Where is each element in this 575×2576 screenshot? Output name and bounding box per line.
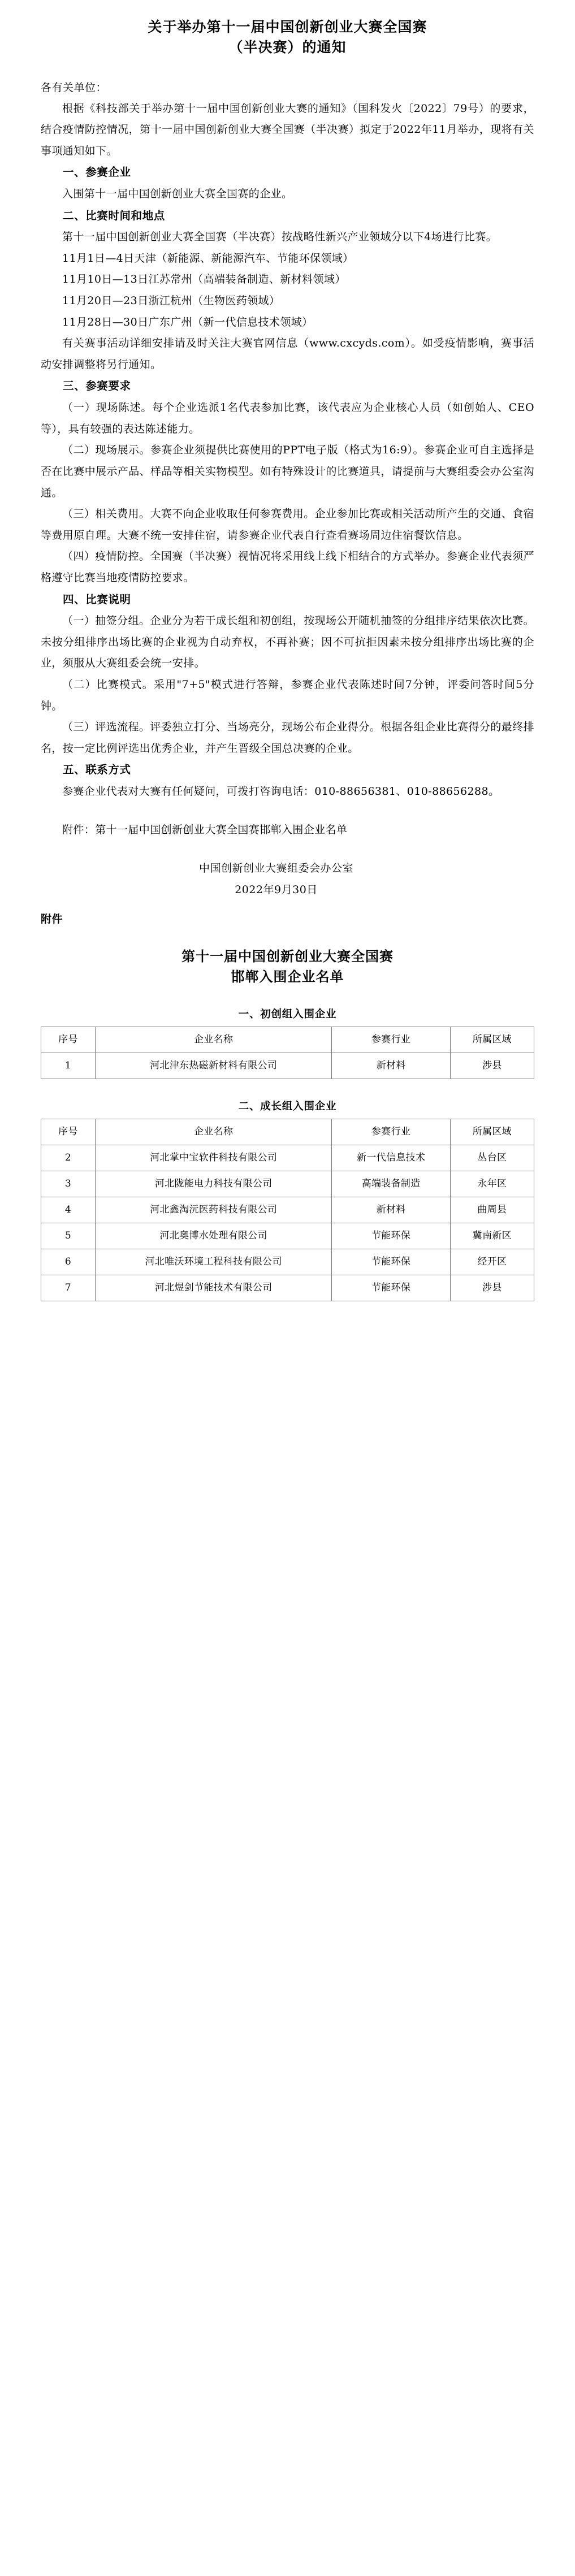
document-title-line-2: （半决赛）的通知 bbox=[228, 39, 347, 56]
cell-region: 永年区 bbox=[450, 1171, 534, 1197]
attachment-title bbox=[41, 946, 534, 987]
cell-name: 河北掌中宝软件科技有限公司 bbox=[95, 1145, 332, 1171]
cell-industry: 新一代信息技术 bbox=[332, 1145, 450, 1171]
table-row bbox=[41, 1171, 534, 1197]
table-row bbox=[41, 1275, 534, 1301]
section-1-paragraph-1: 入围第十一届中国创新创业大赛全国赛的企业。 bbox=[62, 187, 293, 200]
cell-name: 河北煜剑节能技术有限公司 bbox=[95, 1275, 332, 1301]
cell-industry: 节能环保 bbox=[332, 1249, 450, 1275]
column-header-region: 所属区域 bbox=[450, 1119, 534, 1145]
attachment-label: 附件 bbox=[41, 913, 63, 926]
section-3-paragraph-4: （四）疫情防控。全国赛（半决赛）视情况将采用线上线下相结合的方式举办。参赛企业代表须严格遵守比赛当地疫情防控要求。 bbox=[41, 550, 534, 584]
section-3-paragraph-2: （二）现场展示。参赛企业须提供比赛使用的PPT电子版（格式为16:9）。参赛企业可自主选择是否在比赛中展示产品、样品等相关实物模型。如有特殊设计的比赛道具，请提前与大赛组委会办公室沟通。 bbox=[41, 444, 535, 499]
column-header-region: 所属区域 bbox=[450, 1027, 534, 1053]
cell-industry: 高端装备制造 bbox=[332, 1171, 450, 1197]
section-heading-4: 四、比赛说明 bbox=[63, 592, 131, 606]
section-heading-5: 五、联系方式 bbox=[63, 763, 131, 777]
cell-name: 河北奥博水处理有限公司 bbox=[95, 1223, 332, 1249]
cell-region: 丛台区 bbox=[450, 1145, 534, 1171]
schedule-item-2: 11月10日—13日江苏常州（高端装备制造、新材料领域） bbox=[62, 273, 346, 286]
section-3-paragraph-3: （三）相关费用。大赛不向企业收取任何参赛费用。企业参加比赛或相关活动所产生的交通、食宿等费用原自理。大赛不统一安排住宿，请参赛企业代表自行查看赛场周边住宿餐饮信息。 bbox=[41, 508, 534, 542]
section-2-website-note: 有关赛事活动详细安排请及时关注大赛官网信息（www.cxcyds.com）。如受疫情影响，赛事活动安排调整将另行通知。 bbox=[41, 337, 534, 371]
section-heading-1: 一、参赛企业 bbox=[63, 166, 131, 179]
column-header-industry: 参赛行业 bbox=[332, 1027, 450, 1053]
signature-organization: 中国创新创业大赛组委会办公室 bbox=[198, 862, 353, 875]
document-title-line-1: 关于举办第十一届中国创新创业大赛全国赛 bbox=[148, 19, 427, 35]
cell-no: 3 bbox=[41, 1171, 96, 1197]
cell-no: 6 bbox=[41, 1249, 96, 1275]
salutation: 各有关单位： bbox=[41, 81, 107, 94]
startup-group-table bbox=[41, 1027, 534, 1079]
cell-region: 冀南新区 bbox=[450, 1223, 534, 1249]
column-header-name: 企业名称 bbox=[95, 1027, 332, 1053]
section-2-paragraph-1: 第十一届中国创新创业大赛全国赛（半决赛）按战略性新兴产业领域分以下4场进行比赛。 bbox=[62, 231, 498, 244]
section-3-paragraph-1: （一）现场陈述。每个企业选派1名代表参加比赛，该代表应为企业核心人员（如创始人、CEO等），具有较强的表达陈述能力。 bbox=[41, 401, 534, 435]
cell-no: 7 bbox=[41, 1275, 96, 1301]
cell-name: 河北鑫淘沅医药科技有限公司 bbox=[95, 1197, 332, 1223]
signature-block bbox=[41, 858, 534, 900]
section-5-paragraph-1: 参赛企业代表对大赛有任何疑问，可拨打咨询电话：010-88656381、010-88656288。 bbox=[62, 785, 500, 798]
section-4-paragraph-3: （三）评选流程。评委独立打分、当场亮分，现场公布企业得分。根据各组企业比赛得分的最终排名，按一定比例评选出优秀企业，并产生晋级全国总决赛的企业。 bbox=[41, 721, 534, 755]
cell-no: 1 bbox=[41, 1053, 96, 1079]
cell-region: 涉县 bbox=[450, 1053, 534, 1079]
table-row bbox=[41, 1053, 534, 1079]
cell-industry: 节能环保 bbox=[332, 1223, 450, 1249]
intro-paragraph: 根据《科技部关于举办第十一届中国创新创业大赛的通知》（国科发火〔2022〕79号）的要求，结合疫情防控情况，第十一届中国创新创业大赛全国赛（半决赛）拟定于2022年11月举办，现将有关事项通知如下。 bbox=[41, 102, 534, 157]
cell-industry: 新材料 bbox=[332, 1053, 450, 1079]
table-row bbox=[41, 1249, 534, 1275]
group-heading-startup: 一、初创组入围企业 bbox=[238, 1008, 337, 1021]
cell-name: 河北唯沃环境工程科技有限公司 bbox=[95, 1249, 332, 1275]
cell-no: 4 bbox=[41, 1197, 96, 1223]
growth-group-table bbox=[41, 1119, 534, 1301]
section-heading-2: 二、比赛时间和地点 bbox=[63, 209, 165, 222]
group-heading-growth: 二、成长组入围企业 bbox=[238, 1101, 337, 1113]
cell-region: 经开区 bbox=[450, 1249, 534, 1275]
section-4-paragraph-1: （一）抽签分组。企业分为若干成长组和初创组，按现场公开随机抽签的分组排序结果依次比赛。未按分组排序出场比赛的企业视为自动弃权，不再补赛；因不可抗拒因素未按分组排序出场比赛的企业，须服从大赛组委会统一安排。 bbox=[41, 614, 534, 670]
cell-industry: 节能环保 bbox=[332, 1275, 450, 1301]
table-header-row bbox=[41, 1119, 534, 1145]
cell-no: 2 bbox=[41, 1145, 96, 1171]
schedule-item-3: 11月20日—23日浙江杭州（生物医药领域） bbox=[62, 295, 280, 308]
attachment-note: 附件：第十一届中国创新创业大赛全国赛邯郸入围企业名单 bbox=[62, 823, 348, 836]
table-header-row bbox=[41, 1027, 534, 1053]
cell-region: 涉县 bbox=[450, 1275, 534, 1301]
cell-industry: 新材料 bbox=[332, 1197, 450, 1223]
schedule-item-1: 11月1日—4日天津（新能源、新能源汽车、节能环保领域） bbox=[62, 252, 354, 265]
column-header-name: 企业名称 bbox=[95, 1119, 332, 1145]
table-row bbox=[41, 1145, 534, 1171]
section-heading-3: 三、参赛要求 bbox=[63, 379, 131, 393]
attachment-title-line-2: 邯郸入围企业名单 bbox=[231, 968, 344, 985]
table-row bbox=[41, 1197, 534, 1223]
cell-name: 河北陇能电力科技有限公司 bbox=[95, 1171, 332, 1197]
section-4-paragraph-2: （二）比赛模式。采用"7+5"模式进行答辩，参赛企业代表陈述时间7分钟，评委问答时间5分钟。 bbox=[41, 678, 534, 712]
column-header-no: 序号 bbox=[41, 1119, 96, 1145]
column-header-industry: 参赛行业 bbox=[332, 1119, 450, 1145]
cell-no: 5 bbox=[41, 1223, 96, 1249]
document-title bbox=[41, 17, 534, 58]
cell-region: 曲周县 bbox=[450, 1197, 534, 1223]
attachment-title-line-1: 第十一届中国创新创业大赛全国赛 bbox=[181, 948, 394, 965]
column-header-no: 序号 bbox=[41, 1027, 96, 1053]
cell-name: 河北津东热磁新材料有限公司 bbox=[95, 1053, 332, 1079]
signature-date: 2022年9月30日 bbox=[235, 884, 318, 897]
table-row bbox=[41, 1223, 534, 1249]
schedule-item-4: 11月28日—30日广东广州（新一代信息技术领域） bbox=[62, 315, 313, 328]
